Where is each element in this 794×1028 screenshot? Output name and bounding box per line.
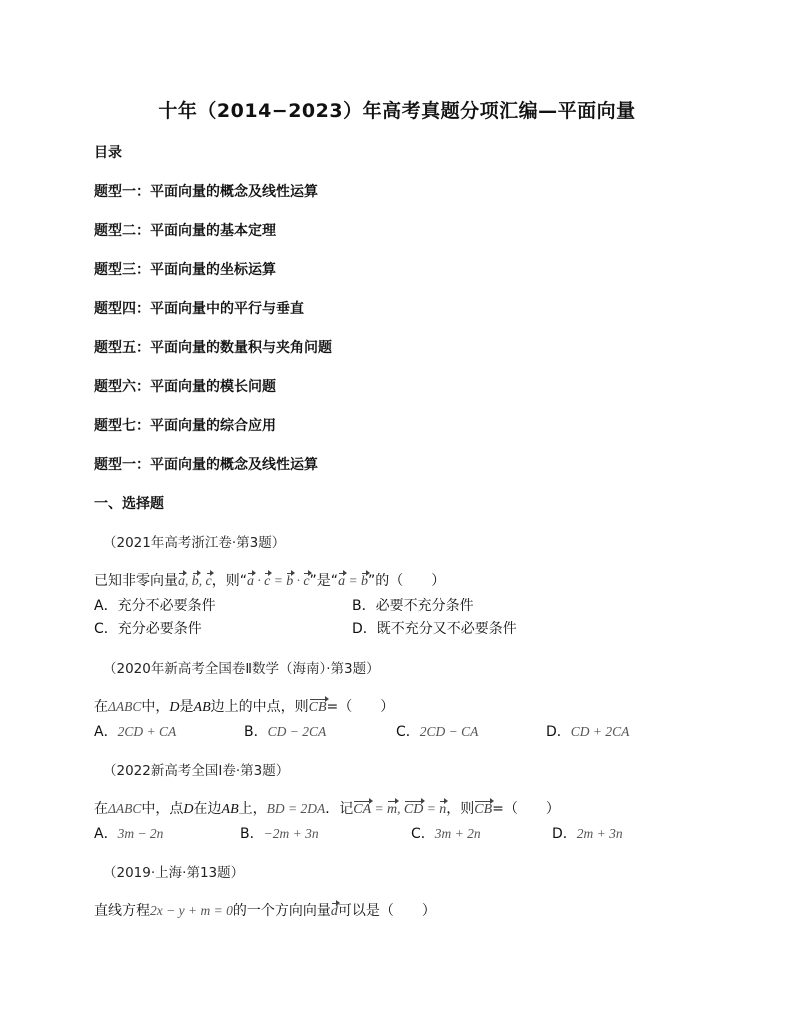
q1-stem: 已知非零向量a, b, c，则“a · c = b · c”是“a = b”的（ ） bbox=[94, 573, 446, 589]
q2-option-d[interactable] bbox=[546, 721, 629, 741]
q3-stem-text: 中，点 bbox=[141, 801, 184, 817]
vector-c: c bbox=[303, 574, 310, 589]
condition: BD = 2DA bbox=[266, 801, 326, 816]
line-equation: 2x − y + m = 0 bbox=[150, 903, 233, 918]
q3-stem-text: ，则 bbox=[446, 801, 475, 817]
point-d: D bbox=[169, 700, 180, 715]
vector-b: b bbox=[360, 574, 368, 589]
segment-ab: AB bbox=[221, 802, 239, 817]
vector-a: a bbox=[338, 574, 346, 589]
q1-stem-text: 已知非零向量 bbox=[94, 573, 178, 589]
toc-heading: 目录 bbox=[94, 145, 122, 161]
q2-stem-text: 是 bbox=[179, 699, 194, 715]
q2-stem-text: 边上的中点，则 bbox=[210, 699, 309, 715]
section-title: 题型一：平面向量的概念及线性运算 bbox=[94, 457, 318, 473]
q1-stem-text: ，则“ bbox=[211, 573, 247, 589]
vector-cb: CB bbox=[474, 802, 493, 817]
option-label: C． bbox=[396, 724, 420, 740]
point-d: D bbox=[183, 802, 194, 817]
q3-stem-text: 在 bbox=[94, 801, 108, 817]
q2-stem-text: 中， bbox=[141, 699, 170, 715]
toc-item-7[interactable]: 题型七：平面向量的综合应用 bbox=[94, 418, 276, 434]
triangle-abc: ΔABC bbox=[108, 801, 142, 816]
option-expr: 2CD − CA bbox=[419, 724, 479, 739]
option-expr: 2CD + CA bbox=[117, 724, 177, 739]
option-label: B． bbox=[244, 724, 268, 740]
q2-stem-text: =（ ） bbox=[326, 699, 395, 715]
segment-ab: AB bbox=[193, 700, 211, 715]
option-label: A． bbox=[94, 826, 118, 842]
vector-ca: CA bbox=[353, 802, 372, 817]
vector-b: b bbox=[286, 574, 294, 589]
q2-option-b[interactable] bbox=[244, 721, 326, 741]
q3-stem: 在ΔABC中，点D在边AB上，BD = 2DA．记CA = m, CD = n，则CB=（ ） bbox=[94, 801, 560, 817]
q3-option-b[interactable] bbox=[240, 823, 319, 843]
toc-item-3[interactable]: 题型三：平面向量的坐标运算 bbox=[94, 262, 276, 278]
toc-item-5[interactable]: 题型五：平面向量的数量积与夹角问题 bbox=[94, 340, 332, 356]
option-label: D． bbox=[552, 826, 577, 842]
toc-item-6[interactable]: 题型六：平面向量的模长问题 bbox=[94, 379, 276, 395]
option-label: C． bbox=[411, 826, 435, 842]
vector-a: a bbox=[178, 574, 185, 589]
q3-stem-text: 上， bbox=[238, 801, 267, 817]
option-label: B． bbox=[240, 826, 264, 842]
q3-source: （2022新高考全国I卷·第3题） bbox=[103, 763, 290, 779]
vector-c: c bbox=[264, 574, 271, 589]
q3-stem-text: ．记 bbox=[325, 801, 354, 817]
q2-option-c[interactable] bbox=[396, 721, 478, 741]
q2-source: （2020年新高考全国卷Ⅱ数学（海南）·第3题） bbox=[103, 661, 380, 677]
q1-option-c[interactable]: C．充分必要条件 bbox=[94, 621, 202, 637]
q3-option-d[interactable] bbox=[552, 823, 623, 843]
q4-stem-text: 直线方程 bbox=[94, 903, 150, 919]
option-expr: 2m + 3n bbox=[576, 826, 623, 841]
toc-item-4[interactable]: 题型四：平面向量中的平行与垂直 bbox=[94, 301, 304, 317]
option-label: D． bbox=[546, 724, 571, 740]
option-expr: 3m + 2n bbox=[434, 826, 481, 841]
q3-option-a[interactable] bbox=[94, 823, 163, 843]
q2-stem bbox=[94, 696, 394, 716]
toc-item-1[interactable]: 题型一：平面向量的概念及线性运算 bbox=[94, 184, 318, 200]
vector-cb: CB bbox=[308, 700, 327, 715]
q3-stem-text: =（ ） bbox=[492, 801, 560, 817]
option-expr: −2m + 3n bbox=[263, 826, 319, 841]
option-expr: CD + 2CA bbox=[570, 724, 630, 739]
q4-stem-text: 的一个方向向量 bbox=[232, 903, 331, 919]
q3-option-c[interactable] bbox=[411, 823, 481, 843]
vector-a: a bbox=[246, 574, 254, 589]
q1-option-a[interactable]: A．充分不必要条件 bbox=[94, 598, 216, 614]
q4-source: （2019·上海·第13题） bbox=[103, 865, 245, 881]
option-expr: 3m − 2n bbox=[117, 826, 164, 841]
triangle-abc: ΔABC bbox=[108, 699, 142, 714]
vector-d: d bbox=[330, 904, 338, 919]
subsection-title: 一、选择题 bbox=[94, 496, 164, 512]
q4-stem-text: 可以是（ ） bbox=[337, 903, 436, 919]
q4-stem bbox=[94, 900, 436, 920]
q2-option-a[interactable] bbox=[94, 721, 176, 741]
toc-item-2[interactable]: 题型二：平面向量的基本定理 bbox=[94, 223, 276, 239]
q1-stem-text: ”的（ ） bbox=[367, 573, 446, 589]
vector-cd: CD bbox=[403, 802, 424, 817]
page-title: 十年（2014−2023）年高考真题分项汇编—平面向量 bbox=[158, 100, 636, 122]
q3-stem-text: 在边 bbox=[193, 801, 222, 817]
vector-m: m bbox=[387, 802, 398, 817]
option-expr: CD − 2CA bbox=[267, 724, 327, 739]
option-label: A． bbox=[94, 724, 118, 740]
vector-n: n bbox=[439, 802, 447, 817]
vector-c: c bbox=[205, 574, 212, 589]
q1-option-d[interactable]: D．既不充分又不必要条件 bbox=[352, 621, 517, 637]
vector-b: b bbox=[191, 574, 199, 589]
q1-option-b[interactable]: B．必要不充分条件 bbox=[352, 598, 474, 614]
q2-stem-text: 在 bbox=[94, 699, 108, 715]
q1-stem-text: ”是“ bbox=[309, 573, 339, 589]
q1-source: （2021年高考浙江卷·第3题） bbox=[103, 535, 286, 551]
